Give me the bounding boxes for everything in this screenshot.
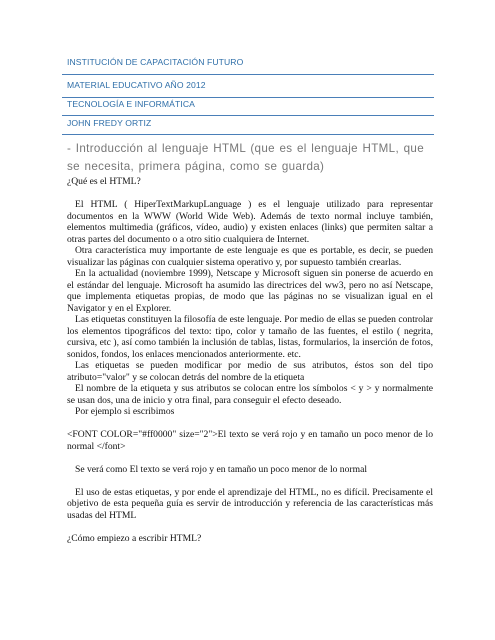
question-what-is-html: ¿Qué es el HTML? xyxy=(67,176,141,187)
paragraph: Otra característica muy importante de este lenguaje es que es portable, es decir, se pueden visualizar las páginas con cualquier sistema operativo y, por supuesto también crearlas. xyxy=(67,245,433,268)
paragraph: El nombre de la etiqueta y sus atributos se colocan entre los símbolos < y > y normalmente se usan dos, una de inicio y otra final, para conseguir el efecto deseado. xyxy=(67,383,433,406)
body-text xyxy=(67,176,433,544)
paragraph: El HTML ( HiperTextMarkupLanguage ) es el lenguaje utilizado para representar documentos en la WWW (World Wide Web). Además de texto normal incluye también, elementos multimedia (gráficos, vídeo, audio) y existen enlaces (links) que permiten saltar a otras partes del documento o a otro sitio cualquiera de Internet. xyxy=(67,199,433,245)
paragraph: Las etiquetas constituyen la filosofía de este lenguaje. Por medio de ellas se pueden controlar los elementos tipográficos del texto: tipo, color y tamaño de las fuentes, el estilo ( negrita, cursiva, etc ), así como también la inclusión de tablas, listas, formularios, la inserción de fotos, sonidos, fondos, los enlaces mencionados anteriormente. etc. xyxy=(67,314,433,360)
paragraph: En la actualidad (noviembre 1999), Netscape y Microsoft siguen sin ponerse de acuerdo en el estándar del lenguaje. Microsoft ha asumido las directrices del ww3, pero no así Netscape, que implementa etiquetas propias, de modo que las páginas no se visualizan igual en el Navigator y en el Explorer. xyxy=(67,268,433,314)
paragraph: El uso de estas etiquetas, y por ende el aprendizaje del HTML, no es difícil. Precisamente el objetivo de esta pequeña guía es servir de introducción y referencia de las características más usadas del HTML xyxy=(67,486,433,521)
header-rule xyxy=(62,74,434,75)
code-example: <FONT COLOR="#ff0000" size="2">El texto se verá rojo y en tamaño un poco menor de lo normal </font> xyxy=(67,429,433,452)
header-rule xyxy=(62,115,434,116)
header-rule xyxy=(62,134,434,135)
paragraph: Por ejemplo si escribimos xyxy=(75,406,175,417)
paragraph: Las etiquetas se pueden modificar por medio de sus atributos, éstos son del tipo atributo="valor" y se colocan detrás del nombre de la etiqueta xyxy=(67,360,433,383)
header-material: MATERIAL EDUCATIVO AÑO 2012 xyxy=(67,80,206,90)
header-subject: TECNOLOGÍA E INFORMÁTICA xyxy=(67,99,195,109)
intro-heading: - Introducción al lenguaje HTML (que es el lenguaje HTML, que se necesita, primera página, como se guarda) xyxy=(67,142,425,173)
question-how-to-start: ¿Cómo empiezo a escribir HTML? xyxy=(67,532,202,544)
example-result: Se verá como El texto se verá rojo y en tamaño un poco menor de lo normal xyxy=(75,463,367,475)
header-author: JOHN FREDY ORTIZ xyxy=(67,118,152,128)
header-institution: INSTITUCIÓN DE CAPACITACIÓN FUTURO xyxy=(67,57,244,67)
